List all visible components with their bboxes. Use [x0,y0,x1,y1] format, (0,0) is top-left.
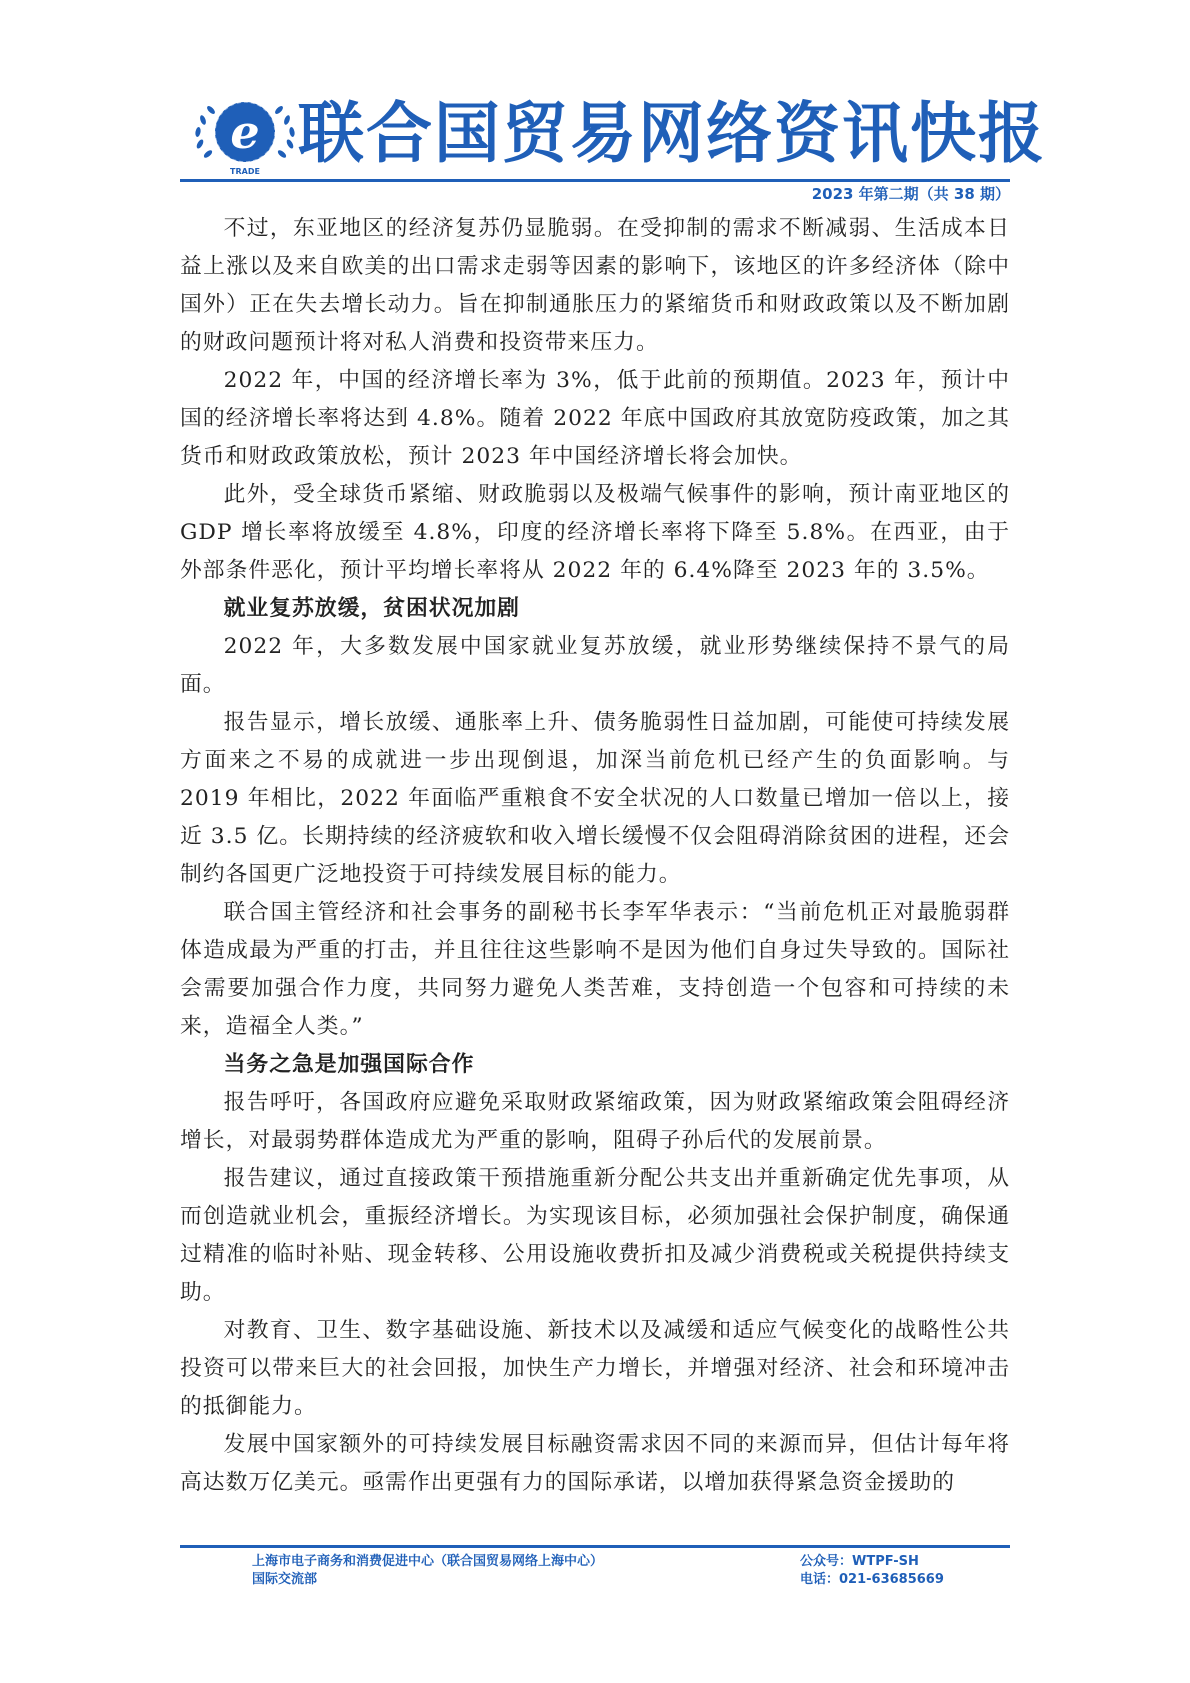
page-header [180,92,1046,207]
footer-department: 国际交流部 [252,1572,318,1587]
paragraph: 2022 年，大多数发展中国家就业复苏放缓，就业形势继续保持不景气的局面。 [180,634,1010,697]
paragraph: 发展中国家额外的可持续发展目标融资需求因不同的来源而异，但估计每年将高达数万亿美元。亟需作出更强有力的国际承诺，以增加获得紧急资金援助的 [180,1432,1010,1495]
section-heading: 当务之急是加强国际合作 [223,1052,475,1077]
footer-phone: 电话：021-63685669 [800,1572,944,1587]
header-divider [180,179,1010,182]
footer-org-line: 上海市电子商务和消费促进中心（联合国贸易网络上海中心） [252,1554,604,1569]
paragraph: 不过，东亚地区的经济复苏仍显脆弱。在受抑制的需求不断减弱、生活成本日益上涨以及来自欧美的出口需求走弱等因素的影响下，该地区的许多经济体（除中国外）正在失去增长动力。旨在抑制通胀压力的紧缩货币和财政政策以及不断加剧的财政问题预计将对私人消费和投资带来压力。 [180,216,1010,355]
footer-contact [800,1553,944,1589]
section-heading: 就业复苏放缓，贫困状况加剧 [223,596,520,621]
paragraph: 2022 年，中国的经济增长率为 3%，低于此前的预期值。2023 年，预计中国的经济增长率将达到 4.8%。随着 2022 年底中国政府其放宽防疫政策，加之其货币和财政政策放松，预计 2023 年中国经济增长将会加快。 [180,368,1010,469]
svg-text:e: e [230,105,260,159]
footer-divider [180,1545,1010,1548]
svg-text:TRADE: TRADE [230,167,260,176]
footer-wechat: 公众号：WTPF-SH [800,1554,919,1569]
article-body [180,210,1010,1502]
paragraph: 联合国主管经济和社会事务的副秘书长李军华表示：“当前危机正对最脆弱群体造成最为严重的打击，并且往往这些影响不是因为他们自身过失导致的。国际社会需要加强合作力度，共同努力避免人类苦难，支持创造一个包容和可持续的未来，造福全人类。” [180,900,1010,1039]
trade-logo-icon [190,96,300,176]
paragraph: 此外，受全球货币紧缩、财政脆弱以及极端气候事件的影响，预计南亚地区的 GDP 增长率将放缓至 4.8%，印度的经济增长率将下降至 5.8%。在西亚，由于外部条件恶化，预计平均增长率将从 2022 年的 6.4%降至 2023 年的 3.5%。 [180,482,1010,583]
paragraph: 报告建议，通过直接政策干预措施重新分配公共支出并重新确定优先事项，从而创造就业机会，重振经济增长。为实现该目标，必须加强社会保护制度，确保通过精准的临时补贴、现金转移、公用设施收费折扣及减少消费税或关税提供持续支助。 [180,1166,1010,1305]
paragraph: 对教育、卫生、数字基础设施、新技术以及减缓和适应气候变化的战略性公共投资可以带来巨大的社会回报，加快生产力增长，并增强对经济、社会和环境冲击的抵御能力。 [180,1318,1010,1419]
issue-number: 2023 年第二期（共 38 期） [811,185,1010,203]
paragraph: 报告呼吁，各国政府应避免采取财政紧缩政策，因为财政紧缩政策会阻碍经济增长，对最弱势群体造成尤为严重的影响，阻碍子孙后代的发展前景。 [180,1090,1010,1153]
newsletter-title: 联合国贸易网络资讯快报 [298,95,1046,172]
footer-organization [252,1553,603,1589]
paragraph: 报告显示，增长放缓、通胀率上升、债务脆弱性日益加剧，可能使可持续发展方面来之不易的成就进一步出现倒退，加深当前危机已经产生的负面影响。与 2019 年相比，2022 年面临严重粮食不安全状况的人口数量已增加一倍以上，接近 3.5 亿。长期持续的经济疲软和收入增长缓慢不仅会阻碍消除贫困的进程，还会制约各国更广泛地投资于可持续发展目标的能力。 [180,710,1010,887]
